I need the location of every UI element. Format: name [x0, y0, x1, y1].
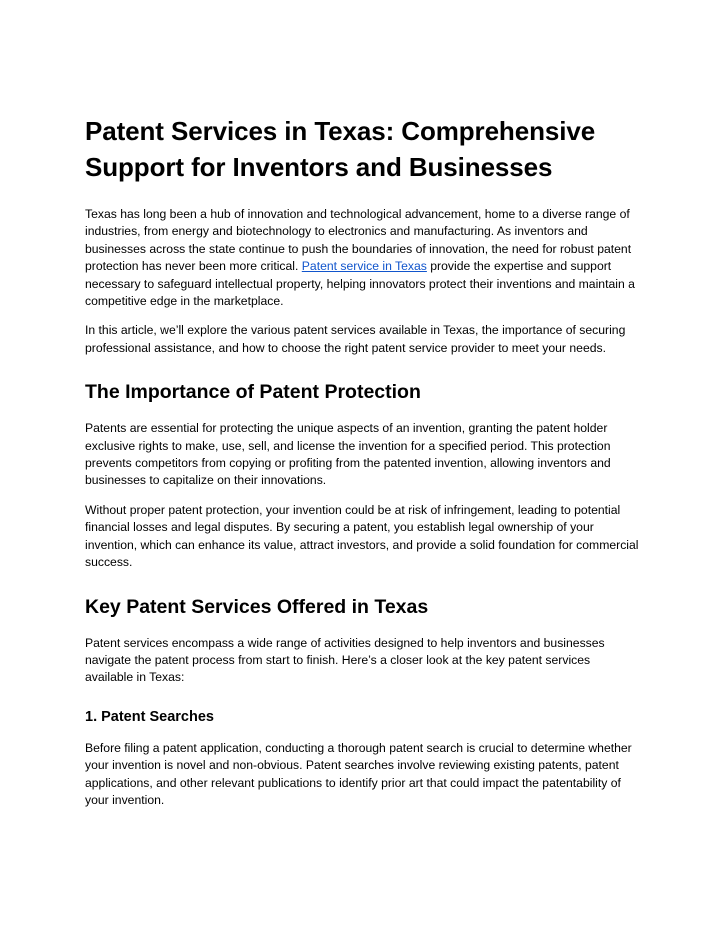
document-body	[85, 113, 640, 821]
intro-paragraph-2: In this article, we’ll explore the various patent services available in Texas, the importance of securing professional assistance, and how to choose the right patent service provider to meet your needs.	[85, 323, 626, 355]
patent-searches-paragraph: Before filing a patent application, conducting a thorough patent search is crucial to determine whether your invention is novel and non-obvious. Patent searches involve reviewing existing patents, patent applications, and other relevant publications to identify prior art that could impact the patentability of your invention.	[85, 740, 632, 807]
importance-heading: The Importance of Patent Protection	[85, 381, 421, 404]
importance-paragraph-2: Without proper patent protection, your invention could be at risk of infringement, leading to potential financial losses and legal disputes. By securing a patent, you establish legal ownership of your invention, which can enhance its value, attract investors, and provide a solid foundation for commercial success.	[85, 502, 639, 570]
services-paragraph-1: Patent services encompass a wide range of activities designed to help inventors and businesses navigate the patent process from start to finish. Here’s a closer look at the key patent services available in Texas:	[85, 635, 605, 685]
services-heading: Key Patent Services Offered in Texas	[85, 595, 429, 618]
patent-searches-heading: 1. Patent Searches	[85, 708, 214, 725]
page-title: Patent Services in Texas: Comprehensive Support for Inventors and Businesses	[85, 116, 596, 182]
intro-paragraph-1	[85, 206, 640, 310]
importance-paragraph-1: Patents are essential for protecting the unique aspects of an invention, granting the patent holder exclusive rights to make, use, sell, and license the invention for a specified period. This protection prevents competitors from copying or profiting from the patented invention, allowing inventors and businesses to capitalize on their innovations.	[85, 421, 611, 488]
patent-service-texas-link[interactable]: Patent service in Texas	[301, 259, 427, 274]
intro-text-before-link: Texas has long been a hub of innovation and technological advancement, home to a diverse range of industries, from energy and biotechnology to electronics and manufacturing. As inventors and businesses across the state continue to push the boundaries of innovation, the need for robust patent protection has never been more critical.	[85, 207, 632, 274]
intro-text-after-link: provide the expertise and support necessary to safeguard intellectual property, helping innovators protect their inventions and maintain a competitive edge in the marketplace.	[85, 259, 635, 309]
